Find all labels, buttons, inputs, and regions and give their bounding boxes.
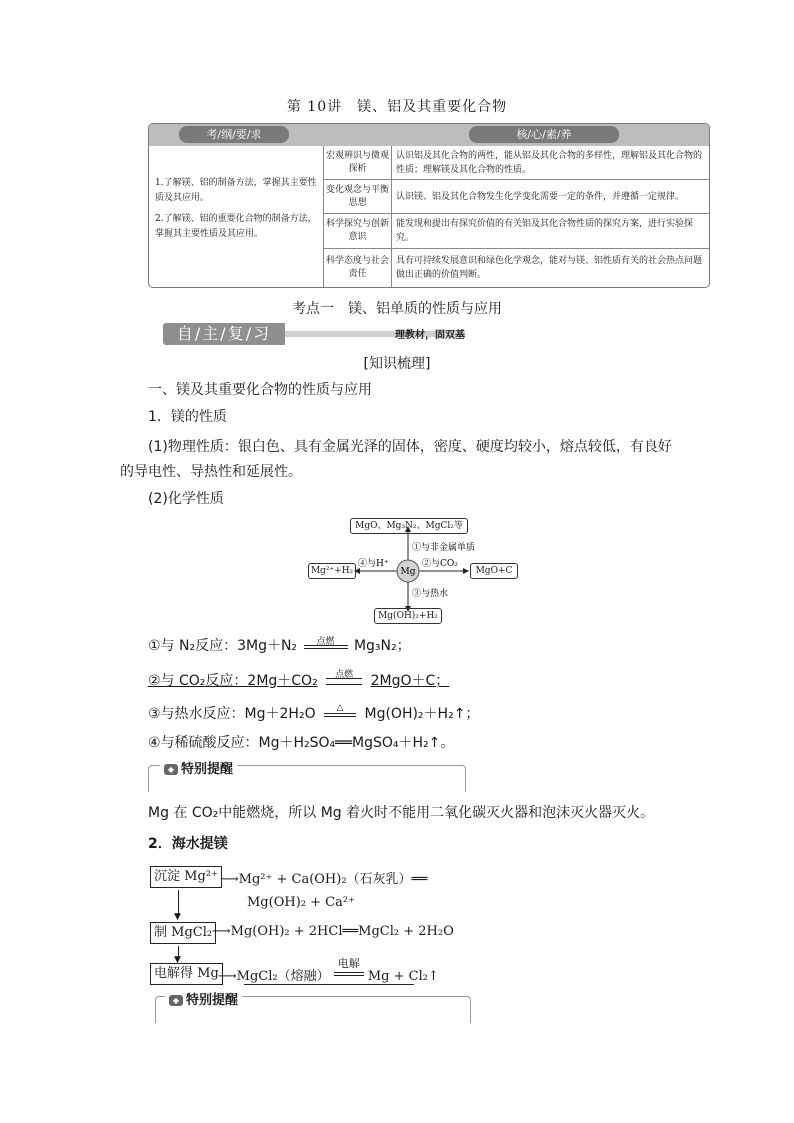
arrow-glyph: ⟶ <box>212 924 231 939</box>
banner-motto: 理教材，固双基 <box>395 330 465 341</box>
requirement-item: 1.了解镁、铝的制备方法，掌握其主要性质及其应用。 <box>155 178 317 203</box>
flow-eq-precipitate <box>220 868 427 887</box>
section-title: 考点一 镁、铝单质的性质与应用 <box>292 301 502 317</box>
heading-1-1: 1．镁的性质 <box>148 409 227 425</box>
product-left-box: Mg²⁺+H₂ <box>308 563 356 579</box>
flow-step-electrolysis: 电解得 Mg <box>150 963 223 985</box>
electrolysis-condition: 电解 <box>337 957 360 970</box>
objectives-table <box>148 123 710 288</box>
flow-step-precipitate: 沉淀 Mg²⁺ <box>150 866 222 888</box>
requirements-cell <box>149 146 324 287</box>
core-row <box>324 249 709 287</box>
flow-eq-text: Mg²⁺ + Ca(OH)₂（石灰乳）══ <box>238 872 428 887</box>
flow-eq-mgcl2 <box>212 924 454 939</box>
core-value: 能发现和提出有探究价值的有关铝及其化合物性质的探究方案，进行实验探究。 <box>396 219 694 243</box>
tip-label-text: 特别提醒 <box>181 762 234 777</box>
heading-1: 一、镁及其重要化合物的性质与应用 <box>148 382 372 398</box>
electrolysis-condition-arrow <box>334 957 364 981</box>
arrow-right-head <box>463 568 469 574</box>
reaction-left: ③与热水反应：Mg＋2H₂O <box>148 706 316 722</box>
core-value: 认识铝及其化合物的两性，能从铝及其化合物的多样性，理解铝及其化合物的性质；理解镁及其化合物的性质。 <box>396 150 703 175</box>
product-right-box: MgO+C <box>470 563 518 579</box>
arrow-glyph: ⟶ <box>220 872 239 887</box>
product-bottom-box: Mg(OH)₂+H₂ <box>374 608 442 624</box>
label-co2: ②与CO₂ <box>422 559 458 569</box>
reaction-condition-arrow <box>322 670 366 692</box>
reaction-left: ①与 N₂反应：3Mg＋N₂ <box>148 638 298 654</box>
core-key: 科学探究与创新意识 <box>324 214 392 248</box>
core-row <box>324 214 709 249</box>
double-line <box>334 972 364 976</box>
banner-label: 自/主/复/习 <box>163 323 285 345</box>
requirement-item: 2.了解镁、铝的重要化合物的制备方法，掌握其主要性质及其应用。 <box>155 214 317 239</box>
double-line <box>304 645 348 649</box>
physical-properties-line1: (1)物理性质：银白色、具有金属光泽的固体，密度、硬度均较小，熔点较低，有良好 <box>148 439 672 455</box>
flow-arrow-head-2: ▼ <box>174 955 181 965</box>
product-top-box: MgO、Mg₃N₂、MgCl₂等 <box>350 518 468 534</box>
chemical-properties: (2)化学性质 <box>148 491 224 507</box>
reaction-n2 <box>148 635 411 657</box>
core-key: 变化观念与平衡思想 <box>324 180 392 213</box>
tip-label-text: 特别提醒 <box>186 993 239 1008</box>
tip-text-1: Mg 在 CO₂中能燃烧，所以 Mg 着火时不能用二氧化碳灭火器和泡沫灭火器灭火。 <box>148 805 655 821</box>
reaction-right: Mg₃N₂； <box>353 638 411 654</box>
core-key: 宏观辨识与微观探析 <box>324 146 392 179</box>
flow-eq-text: Mg(OH)₂ + 2HCl══MgCl₂ + 2H₂O <box>230 924 454 939</box>
flow-eq-text: MgCl₂（熔融） <box>236 969 330 984</box>
header-core-literacy: 核/心/素/养 <box>469 126 619 143</box>
page-title: 第 10讲 镁、铝及其重要化合物 <box>286 99 508 115</box>
reaction-condition-arrow <box>320 703 360 725</box>
flow-eq-electrolysis <box>218 957 439 984</box>
reaction-condition: △ <box>336 703 344 713</box>
knowledge-heading: [知识梳理] <box>363 356 431 372</box>
mg-node-label: Mg <box>400 567 416 577</box>
tip-label-2 <box>165 989 242 1008</box>
core-key: 科学态度与社会责任 <box>324 249 392 287</box>
reaction-right: 2MgO＋C； <box>370 673 450 689</box>
reaction-right: Mg(OH)₂＋H₂↑； <box>364 706 480 722</box>
arrow-glyph: ⟶ <box>218 969 237 984</box>
reaction-condition: 点燃 <box>316 637 335 647</box>
core-row <box>324 180 709 214</box>
reaction-left: ②与 CO₂反应：2Mg＋CO₂ <box>148 673 318 689</box>
flow-eq-text: Mg + Cl₂↑ <box>367 969 439 984</box>
reaction-hot-water <box>148 703 479 725</box>
reaction-co2 <box>148 670 449 692</box>
header-requirements: 考/纲/要/求 <box>179 126 289 143</box>
flow-step-mgcl2: 制 MgCl₂ <box>150 922 216 944</box>
self-review-banner <box>163 323 465 345</box>
flow-arrow-head-1: ▼ <box>174 912 181 922</box>
flow-underline <box>244 984 414 985</box>
core-row <box>324 146 709 180</box>
tip-label-1 <box>160 758 237 777</box>
objectives-header <box>149 124 709 146</box>
reaction-condition-arrow <box>302 635 350 657</box>
reaction-sulfuric: ④与稀硫酸反应：Mg＋H₂SO₄══MgSO₄＋H₂↑。 <box>148 735 455 751</box>
tip-icon: ◆ <box>169 995 183 1006</box>
flow-eq-precipitate-2: Mg(OH)₂ + Ca²⁺ <box>247 895 355 910</box>
tip-icon: ◆ <box>164 764 178 775</box>
label-hot-water: ③与热水 <box>412 589 449 599</box>
double-line <box>324 713 356 717</box>
core-value: 认识镁、铝及其化合物发生化学变化需要一定的条件，并遵循一定规律。 <box>396 191 685 202</box>
label-h-plus: ④与H⁺ <box>358 559 389 569</box>
label-nonmetal: ①与非金属单质 <box>412 543 476 553</box>
double-line <box>326 678 362 685</box>
core-value: 具有可持续发展意识和绿色化学观念，能对与镁、铝性质有关的社会热点问题做出正确的价值判断。 <box>396 256 703 280</box>
reaction-condition: 点燃 <box>335 670 354 680</box>
heading-1-2: 2．海水提镁 <box>148 836 228 852</box>
physical-properties-line2: 的导电性、导热性和延展性。 <box>120 464 302 480</box>
